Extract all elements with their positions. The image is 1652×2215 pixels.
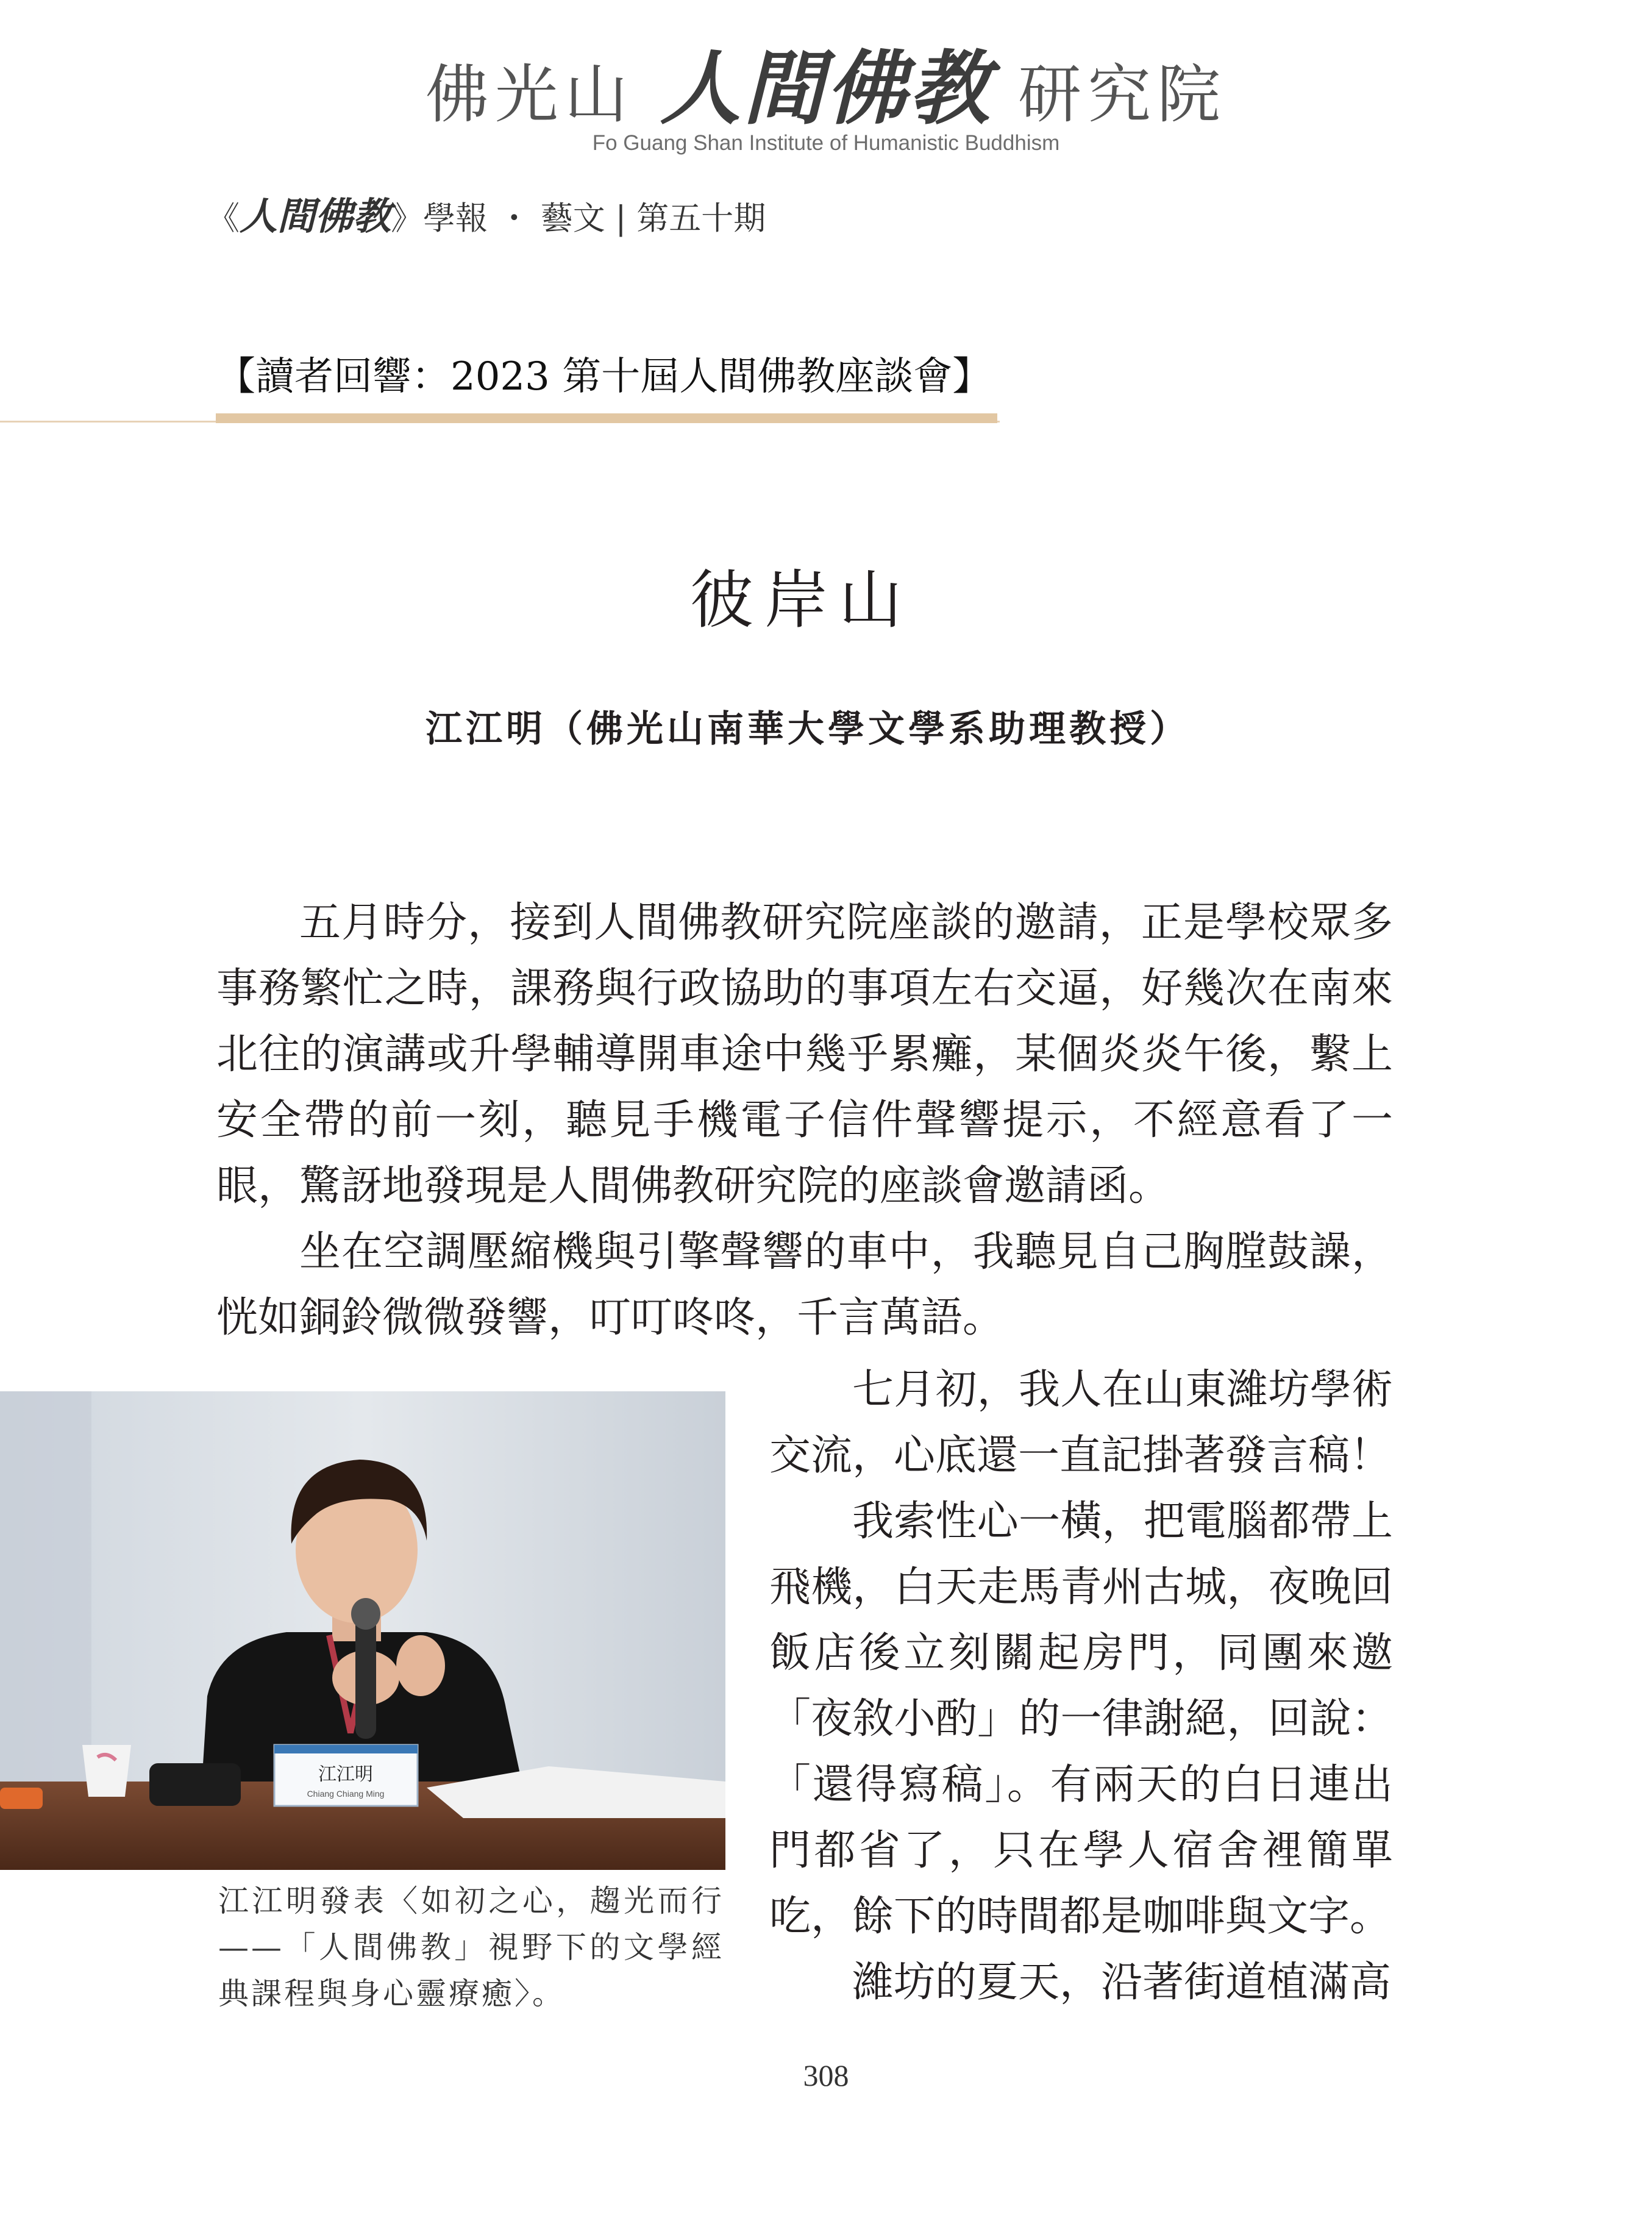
body-paragraph: 我索性心一橫，把電腦都帶上飛機，白天走馬青州古城，夜晚回飯店後立刻關起房門，同團來邀「夜敘小酌」的一律謝絕，回說：「還得寫稿」。有兩天的白日連出門都省了，只在學人宿舍裡簡單吃，餘下的時間都是咖啡與文字。 [769,1497,1393,1941]
nameplate-name: 江江明 [318,1764,373,1785]
section-heading: 【讀者回響：2023 第十屆人間佛教座談會】 [216,354,992,399]
article-body-top [216,890,1393,1351]
journal-open-bracket: 《 [207,200,240,237]
institute-suffix: 研究院 [1018,57,1227,132]
body-paragraph: 七月初，我人在山東濰坊學術交流，心底還一直記掛著發言稿！ [769,1366,1393,1480]
article-title: 彼岸山 [689,563,913,637]
institute-prefix: 佛光山 [425,57,634,132]
nameplate-roman: Chiang Chiang Ming [307,1789,385,1799]
institute-logo [0,41,1652,136]
speaker-photo [0,1391,725,1870]
page-number: 308 [803,2058,849,2092]
article-author: 江江明（佛光山南華大學文學系助理教授） [425,708,1190,751]
institute-english-name: Fo Guang Shan Institute of Humanistic Buddhism [592,131,1060,155]
photo-caption: 江江明發表〈如初之心，趨光而行——「人間佛教」視野下的文學經典課程與身心靈療癒〉。 [218,1883,724,2011]
institute-brand: 人間佛教 [660,41,992,136]
journal-running-head [207,194,766,239]
section-rule-thick [216,413,997,423]
body-paragraph: 濰坊的夏天，沿著街道植滿高 [852,1958,1392,2006]
journal-brand: 人間佛教 [240,194,391,238]
body-paragraph: 五月時分，接到人間佛教研究院座談的邀請，正是學校眾多事務繁忙之時，課務與行政協助的事項左右交逼，好幾次在南來北往的演講或升學輔導開車途中幾乎累癱，某個炎炎午後，繫上安全帶的前一刻，聽見手機電子信件聲響提示，不經意看了一眼，驚訝地發現是人間佛教研究院的座談會邀請函。 [216,899,1393,1210]
journal-issue: 》學報 ・ 藝文 | 第五十期 [391,200,766,237]
body-paragraph: 坐在空調壓縮機與引擎聲響的車中，我聽見自己胸膛鼓譟，恍如銅鈴微微發響，叮叮咚咚，千言萬語。 [216,1228,1393,1342]
article-body-right [769,1357,1393,2016]
